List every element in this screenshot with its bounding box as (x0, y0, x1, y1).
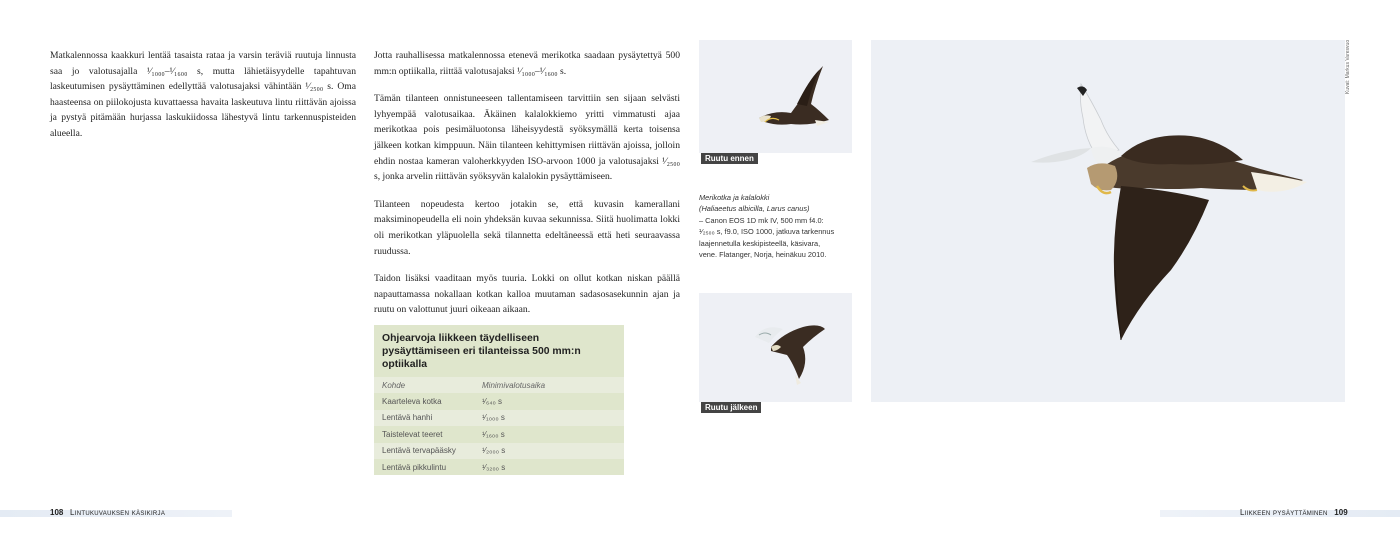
table-row (374, 426, 624, 442)
table-header-subject: Kohde (382, 380, 406, 390)
shutter-speed-table (374, 325, 624, 475)
table-row (374, 410, 624, 426)
eagle-and-gull-illustration (871, 40, 1345, 402)
table-cell-speed: ¹⁄₆₄₀ s (482, 397, 503, 407)
after-label: Ruutu jälkeen (701, 402, 761, 413)
left-page-number: 108 (50, 508, 64, 517)
caption-title-line-2: (Haliaeetus albicilla, Larus canus) (699, 204, 810, 214)
caption-title-line-1: Merikotka ja kalalokki (699, 193, 770, 202)
photo-credit (1345, 39, 1353, 104)
photo-frame-after (699, 293, 852, 402)
middle-text-column (374, 48, 680, 330)
table-header-row (374, 377, 624, 393)
table-row (374, 443, 624, 459)
photo-credit-text: Kuvat: Markus Varesvuo (1345, 39, 1351, 94)
table-header-min-speed: Minimivalotusaika (482, 380, 546, 390)
table-cell-subject: Lentävä hanhi (382, 413, 433, 423)
right-folio (1240, 508, 1347, 517)
left-text-column (50, 48, 356, 154)
right-page-number: 109 (1334, 508, 1348, 517)
main-photo (871, 40, 1345, 402)
caption-body: – Canon EOS 1D mk IV, 500 mm f4.0: ¹⁄₂₅₀₀ s, f9.0, ISO 1000, jatkuva tarkennus laajennetulla keskipisteellä, käsivara, vene. Flatanger, Norja, heinäkuu 2010. (699, 215, 835, 260)
table-row (374, 459, 624, 475)
middle-paragraph-4: Taidon lisäksi vaaditaan myös tuuria. Lokki on ollut kotkan niskan päällä napauttamassa nokallaan kotkan kalloa muutaman sadasosasekunnin ajan ja ruutu on valottunut juuri oikeaan aikaan. (374, 273, 680, 316)
left-running-title: Lintukuvauksen käsikirja (70, 508, 166, 517)
table-cell-subject: Lentävä pikkulintu (382, 462, 447, 472)
before-label: Ruutu ennen (701, 153, 758, 164)
middle-paragraph-3: Tilanteen nopeudesta kertoo jotakin se, että kuvasin kamerallani maksiminopeudella eli noin yhdeksän kuvaa sekunnissa. Siitä huolimatta lokki oli merikotkan yläpuolella sekä tilannetta edeltäneessä että heti seuraavassa ruudussa. (374, 198, 680, 257)
table-cell-speed: ¹⁄₁₆₀₀ s (482, 429, 505, 439)
right-running-title: Liikkeen pysäyttäminen (1240, 508, 1328, 517)
left-paragraph-1: Matkalennossa kaakkuri lentää tasaista rataa ja varsin teräviä ruutuja linnusta saa jo valotusajalla ¹⁄₁₀₀₀–¹⁄₁₆₀₀ s, mutta lähietäisyydelle tapahtuvan laskeutumisen pysäyttäminen edellyttää valotusajaksi vähintään ¹⁄₂₅₀₀ s. Oma haasteensa on piilokojusta kuvattaessa havaita laskeutuva lintu riittävän ajoissa ja pystyä pitämään hurjassa laskukiidossa lähestyvä lintu tarkennuspisteiden alueella. (50, 50, 356, 139)
photo-caption (699, 192, 839, 260)
table-cell-speed: ¹⁄₁₀₀₀ s (482, 413, 505, 423)
table-cell-subject: Taistelevat teeret (382, 429, 443, 439)
table-cell-speed: ¹⁄₂₀₀₀ s (482, 446, 506, 456)
table-title: Ohjearvoja liikkeen täydelliseen pysäyttämiseen eri tilanteissa 500 mm:n optiikalla (374, 325, 624, 377)
table-cell-subject: Kaarteleva kotka (382, 397, 442, 407)
left-folio (50, 508, 165, 517)
eagle-after-illustration (699, 293, 852, 402)
table-row (374, 393, 624, 409)
table-cell-subject: Lentävä tervapääsky (382, 446, 456, 456)
photo-frame-before (699, 40, 852, 153)
middle-paragraph-2: Tämän tilanteen onnistuneeseen tallentamiseen tarvittiin sen sijaan selvästi lyhyempää valotusaikaa. Äkäinen kalalokkiemo yritti vimmatusti ajaa merikotkaa pois pesimäluotonsa läheisyydestä syöksymällä kerta toisensa jälkeen kotkan kimppuun. Näin tilanteen kehittymisen riittävän ajoissa, jolloin ehdin nostaa kameran valoherkkyyden ISO-arvoon 1000 ja valotusajaksi ¹⁄₂₅₀₀ s, jonka arvelin riittävän syöksyvän kalalokin pysäyttämiseen. (374, 93, 680, 183)
middle-paragraph-1: Jotta rauhallisessa matkalennossa etenevä merikotka saadaan pysäytettyä 500 mm:n optiikalla, riittää valotusajaksi ¹⁄₁₀₀₀–¹⁄₁₆₀₀ s. (374, 50, 680, 77)
table-cell-speed: ¹⁄₃₂₀₀ s (482, 462, 506, 472)
eagle-before-illustration (699, 40, 852, 153)
